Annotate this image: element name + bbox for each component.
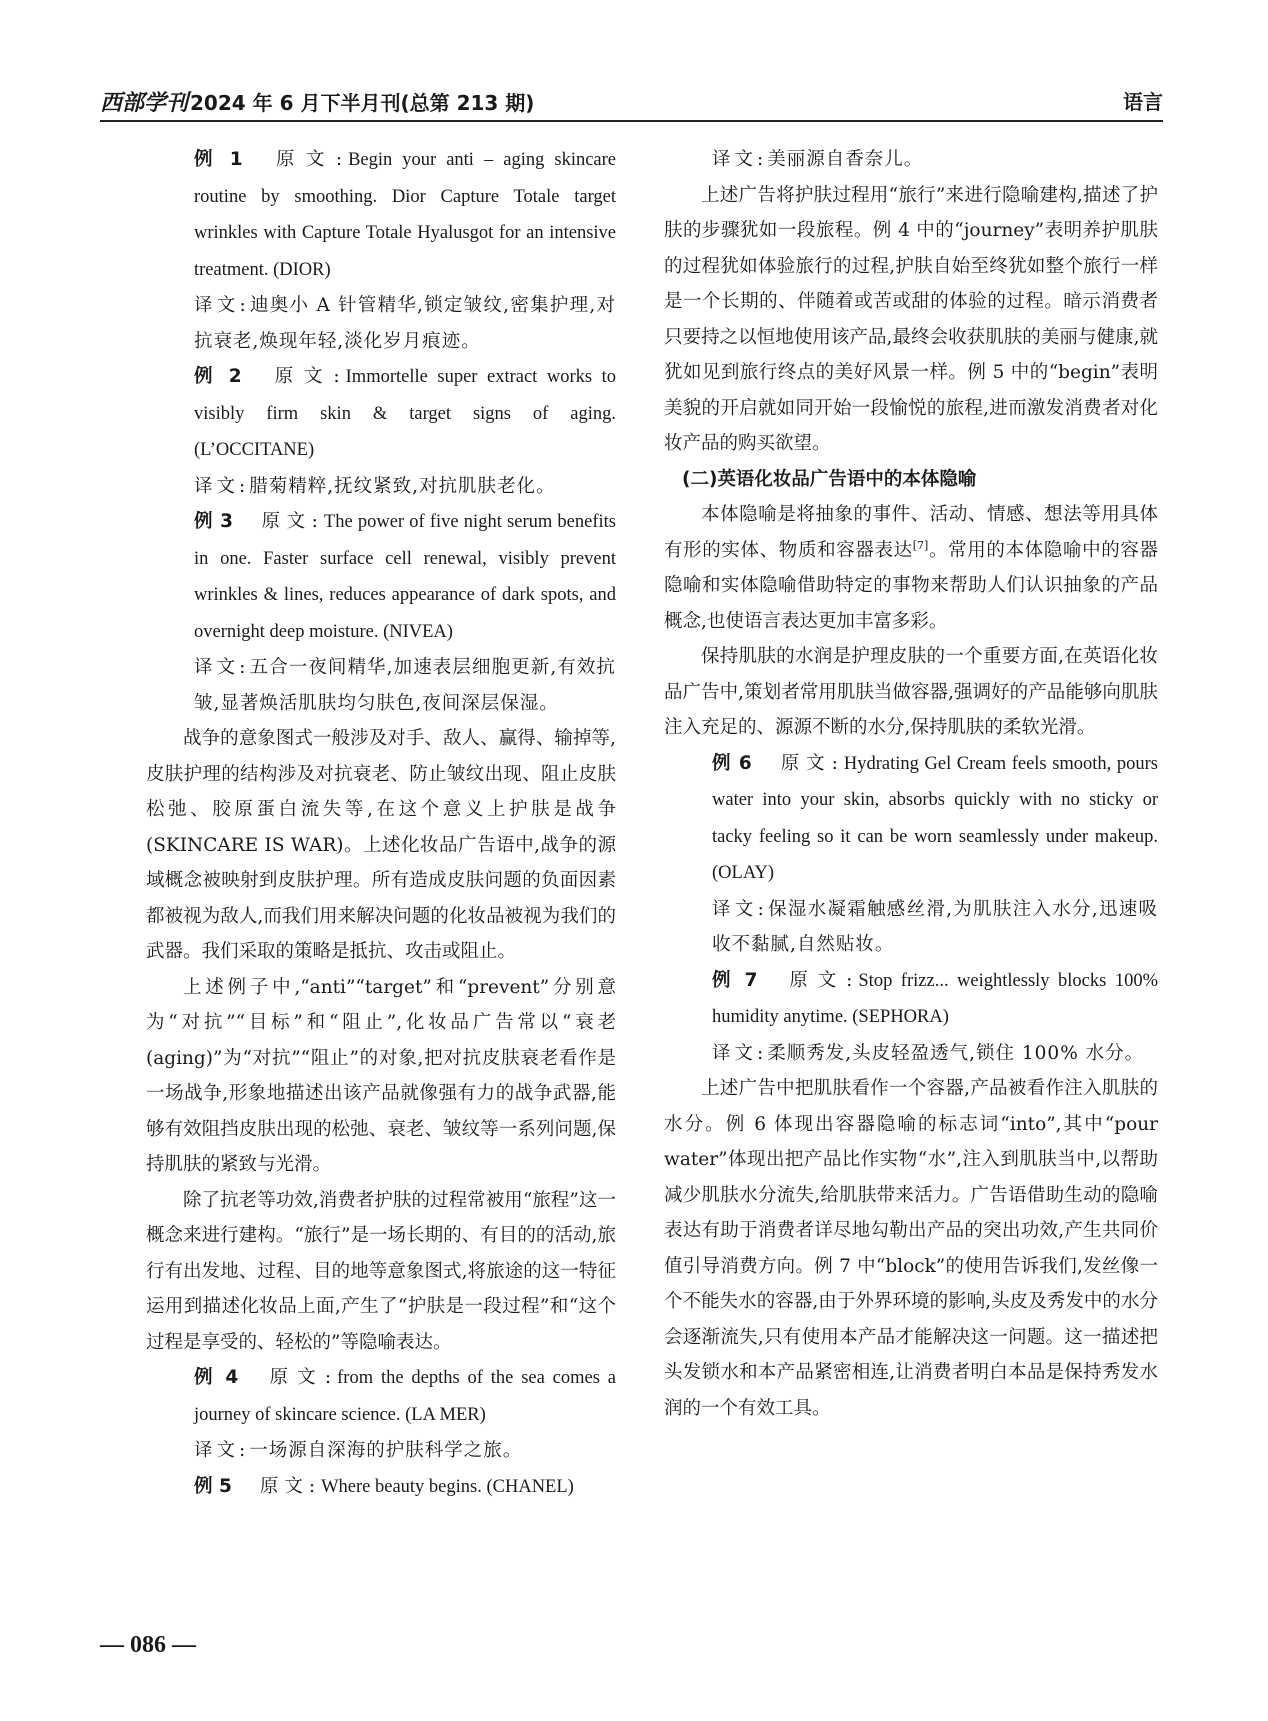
example-4-translation: [146, 1433, 616, 1469]
paragraph-text: 。常用的本体隐喻中的容器隐喻和实体隐喻借助特定的事物来帮助人们认识抽象的产品概念,也使语言表达更加丰富多彩。: [664, 539, 1158, 632]
original-tag: 原文:: [259, 1475, 322, 1497]
section-label: 语言: [1123, 90, 1163, 114]
translation-text: 腊菊精粹,抚纹紧致,对抗肌肤老化。: [249, 475, 556, 497]
example-5-original: [146, 1469, 616, 1506]
translation-text: 迪奥小 A 针管精华,锁定皱纹,密集护理,对抗衰老,焕现年轻,淡化岁月痕迹。: [194, 295, 617, 352]
journal-name: 西部学刊: [100, 90, 189, 116]
example-text: Stop frizz... weightlessly blocks 100% humidity anytime. (SEPHORA): [712, 970, 1158, 1027]
example-label: 例 5: [194, 1475, 232, 1497]
body-paragraph: [664, 497, 1158, 639]
translation-text: 美丽源自香奈儿。: [767, 149, 924, 170]
translation-text: 一场源自深海的护肤科学之旅。: [249, 1440, 523, 1461]
page-number: — 086 —: [100, 1632, 196, 1658]
translation-tag: 译文:: [194, 475, 250, 497]
example-text: from the depths of the sea comes a journey of skincare science. (LA MER): [194, 1368, 616, 1425]
example-2-translation: [146, 469, 616, 505]
example-5-translation: [664, 142, 1158, 178]
translation-tag: 译文:: [712, 149, 768, 170]
example-4-original: [146, 1360, 616, 1433]
example-label: 例 1: [194, 149, 243, 170]
translation-text: 保湿水凝霜触感丝滑,为肌肤注入水分,迅速吸收不黏腻,自然贴妆。: [712, 898, 1159, 955]
translation-tag: 译文:: [712, 898, 768, 920]
left-column: [146, 142, 616, 1505]
example-1-original: [146, 142, 616, 288]
citation-ref: [7]: [912, 538, 929, 552]
example-3-translation: [146, 650, 616, 721]
example-label: 例 6: [712, 752, 752, 774]
example-2-original: [146, 359, 616, 469]
original-tag: 原文:: [260, 511, 324, 532]
example-1-translation: [146, 288, 616, 359]
translation-text: 五合一夜间精华,加速表层细胞更新,有效抗皱,显著焕活肌肤均匀肤色,夜间深层保湿。: [194, 657, 617, 714]
translation-tag: 译文:: [194, 1440, 250, 1461]
body-paragraph: 上述广告中把肌肤看作一个容器,产品被看作注入肌肤的水分。例 6 体现出容器隐喻的标志词“into”,其中“pour water”体现出把产品比作实物“水”,注入到肌肤当中,以帮助减少肌肤水分流失,给肌肤带来活力。广告语借助生动的隐喻表达有助于消费者详尽地勾勒出产品的突出功效,产生共同价值引导消费方向。例 7 中“block”的使用告诉我们,发丝像一个不能失水的容器,由于外界环境的影响,头皮及秀发中的水分会逐渐流失,只有使用本产品才能解决这一问题。这一描述把头发锁水和本产品紧密相连,让消费者明白本品是保持秀发水润的一个有效工具。: [664, 1078, 1158, 1419]
issue-info: 2024 年 6 月下半月刊(总第 213 期): [190, 91, 535, 115]
example-text: Begin your anti – aging skincare routine by smoothing. Dior Capture Totale target wrinkles with Capture Totale Hyalusgot for an intensive treatment. (DIOR): [194, 150, 617, 280]
journal-masthead: [100, 86, 534, 117]
translation-tag: 译文:: [712, 1042, 768, 1064]
example-3-original: [146, 504, 616, 650]
original-tag: 原文:: [269, 366, 346, 387]
example-text: Where beauty begins. (CHANEL): [321, 1476, 574, 1497]
translation-tag: 译文:: [194, 295, 250, 316]
original-tag: 原文:: [266, 1367, 338, 1388]
header-rule: [100, 120, 1163, 122]
body-paragraph: 除了抗老等功效,消费者护肤的过程常被用“旅程”这一概念来进行建构。“旅行”是一场长期的、有目的的活动,旅行有出发地、过程、目的地等意象图式,将旅途的这一特征运用到描述化妆品上面,产生了“护肤是一段过程”和“这个过程是享受的、轻松的”等隐喻表达。: [146, 1189, 616, 1353]
example-6-translation: [664, 892, 1158, 963]
example-label: 例 4: [194, 1367, 239, 1388]
original-tag: 原文:: [779, 752, 844, 774]
example-text: Immortelle super extract works to visibly firm skin & target signs of aging. (L’OCCITANE): [194, 367, 616, 460]
body-paragraph: 上述广告将护肤过程用“旅行”来进行隐喻建构,描述了护肤的步骤犹如一段旅程。例 4 中的“journey”表明养护肌肤的过程犹如体验旅行的过程,护肤自始至终犹如整个旅行一样是一个长期的、伴随着或苦或甜的体验的过程。暗示消费者只要持之以恒地使用该产品,最终会收获肌肤的美丽与健康,就犹如见到旅行终点的美好风景一样。例 5 中的“begin”表明美貌的开启就如同开始一段愉悦的旅程,进而激发消费者对化妆产品的购买欲望。: [664, 184, 1158, 454]
body-paragraph: 上述例子中,“anti”“target”和“prevent”分别意为“对抗”“目标”和“阻止”,化妆品广告常以“衰老(aging)”为“对抗”“阻止”的对象,把对抗皮肤衰老看作是一场战争,形象地描述出该产品就像强有力的战争武器,能够有效阻挡皮肤出现的松弛、衰老、皱纹等一系列问题,保持肌肤的紧致与光滑。: [146, 976, 616, 1175]
translation-text: 柔顺秀发,头皮轻盈透气,锁住 100% 水分。: [767, 1042, 1145, 1064]
example-label: 例 2: [194, 366, 242, 387]
body-paragraph: 保持肌肤的水润是护理皮肤的一个重要方面,在英语化妆品广告中,策划者常用肌肤当做容器,强调好的产品能够向肌肤注入充足的、源源不断的水分,保持肌肤的柔软光滑。: [664, 646, 1158, 738]
paragraph-text: 本体隐喻是将抽象的事件、活动、情感、想法等用具体有形的实体、物质和容器表达: [664, 504, 1158, 561]
original-tag: 原文:: [270, 149, 349, 170]
example-7-original: [664, 963, 1158, 1036]
example-text: Hydrating Gel Cream feels smooth, pours water into your skin, absorbs quickly with no sticky or tacky feeling so it can be worn seamlessly under makeup. (OLAY): [712, 753, 1159, 883]
example-7-translation: [664, 1036, 1158, 1072]
original-tag: 原文:: [785, 969, 859, 991]
example-label: 例 7: [712, 969, 758, 991]
right-column: [664, 142, 1158, 1426]
example-label: 例 3: [194, 511, 233, 532]
example-text: The power of five night serum benefits in one. Faster surface cell renewal, visibly prevent wrinkles & lines, reduces appearance of dark spots, and overnight deep moisture. (NIVEA): [194, 512, 616, 642]
example-6-original: [664, 746, 1158, 892]
body-paragraph: 战争的意象图式一般涉及对手、敌人、赢得、输掉等,皮肤护理的结构涉及对抗衰老、防止皱纹出现、阻止皮肤松弛、胶原蛋白流失等,在这个意义上护肤是战争(SKINCARE IS WAR)。上述化妆品广告语中,战争的源域概念被映射到皮肤护理。所有造成皮肤问题的负面因素都被视为敌人,而我们用来解决问题的化妆品被视为我们的武器。我们采取的策略是抵抗、攻击或阻止。: [146, 728, 616, 962]
translation-tag: 译文:: [194, 657, 250, 678]
section-heading: (二)英语化妆品广告语中的本体隐喻: [682, 468, 977, 490]
